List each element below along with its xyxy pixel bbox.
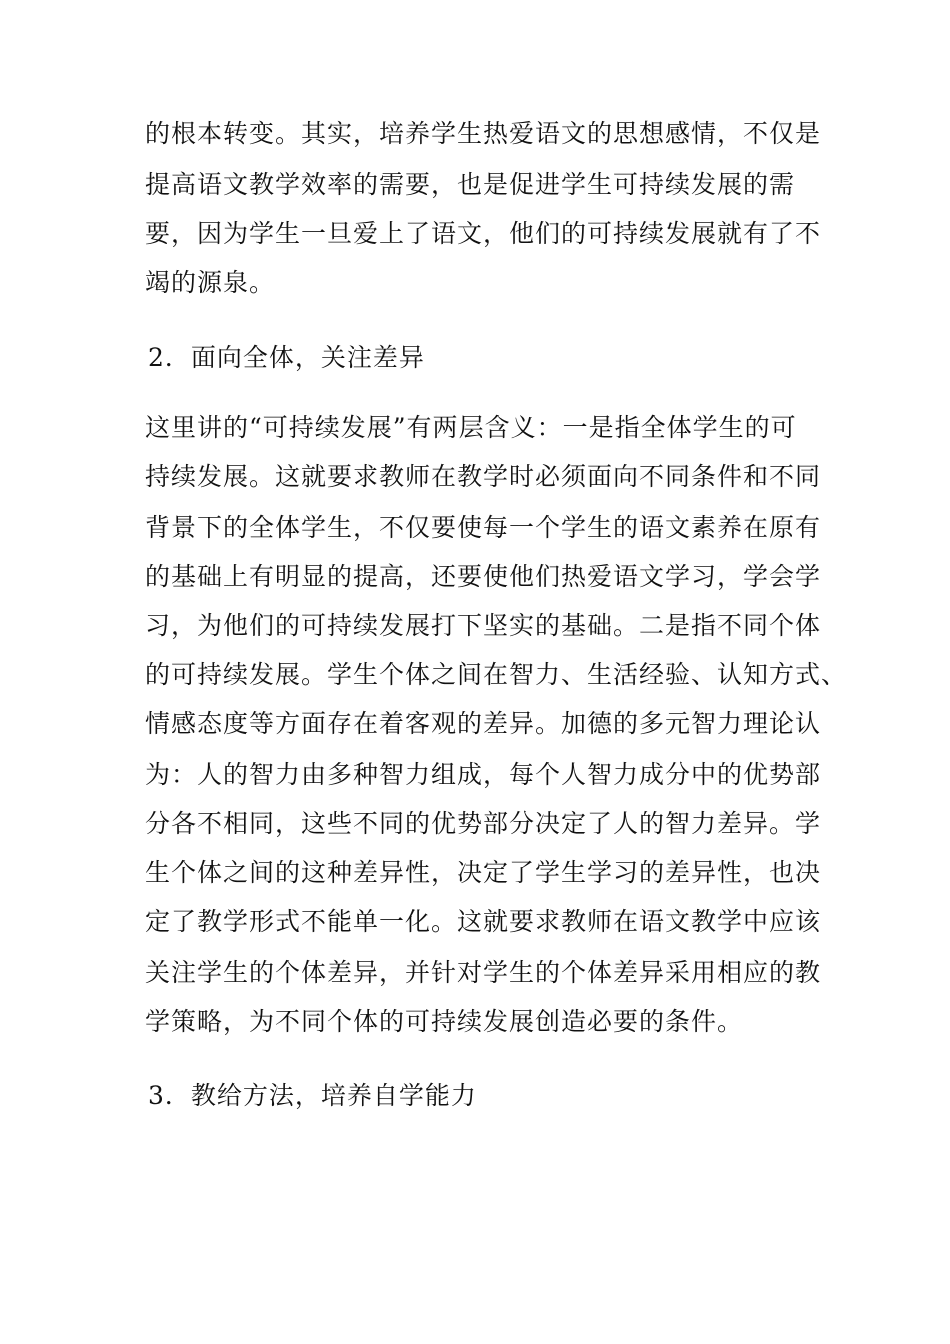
paragraph-2-line-11: 定了教学形式不能单一化。这就要求教师在语文教学中应该 (145, 907, 822, 936)
paragraph-2-line-2: 持续发展。这就要求教师在教学时必须面向不同条件和不同 (145, 462, 822, 491)
paragraph-2-line-3: 背景下的全体学生，不仅要使每一个学生的语文素养在原有 (145, 513, 822, 542)
paragraph-2-line-1: 这里讲的“可持续发展”有两层含义：一是指全体学生的可 (145, 413, 797, 442)
paragraph-2-line-9: 分各不相同，这些不同的优势部分决定了人的智力差异。学 (145, 809, 822, 838)
paragraph-2-line-10: 生个体之间的这种差异性，决定了学生学习的差异性，也决 (145, 858, 822, 887)
section-heading-2: 2．面向全体，关注差异 (148, 343, 425, 372)
section-heading-3: 3．教给方法，培养自学能力 (148, 1081, 477, 1110)
paragraph-2-line-12: 关注学生的个体差异，并针对学生的个体差异采用相应的教 (145, 958, 822, 987)
paragraph-1-line-4: 竭的源泉。 (145, 268, 276, 297)
paragraph-2-line-7: 情感态度等方面存在着客观的差异。加德的多元智力理论认 (145, 709, 822, 738)
paragraph-2-line-6: 的可持续发展。学生个体之间在智力、生活经验、认知方式、 (145, 660, 848, 689)
paragraph-1-line-2: 提高语文教学效率的需要，也是促进学生可持续发展的需 (145, 170, 796, 199)
paragraph-2-line-4: 的基础上有明显的提高，还要使他们热爱语文学习，学会学 (145, 562, 822, 591)
paragraph-1-line-3: 要，因为学生一旦爱上了语文，他们的可持续发展就有了不 (145, 219, 822, 248)
paragraph-2-line-5: 习，为他们的可持续发展打下坚实的基础。二是指不同个体 (145, 611, 822, 640)
paragraph-2-line-13: 学策略，为不同个体的可持续发展创造必要的条件。 (145, 1007, 744, 1036)
paragraph-2-line-8: 为：人的智力由多种智力组成，每个人智力成分中的优势部 (145, 760, 822, 789)
paragraph-1-line-1: 的根本转变。其实，培养学生热爱语文的思想感情，不仅是 (145, 119, 822, 148)
